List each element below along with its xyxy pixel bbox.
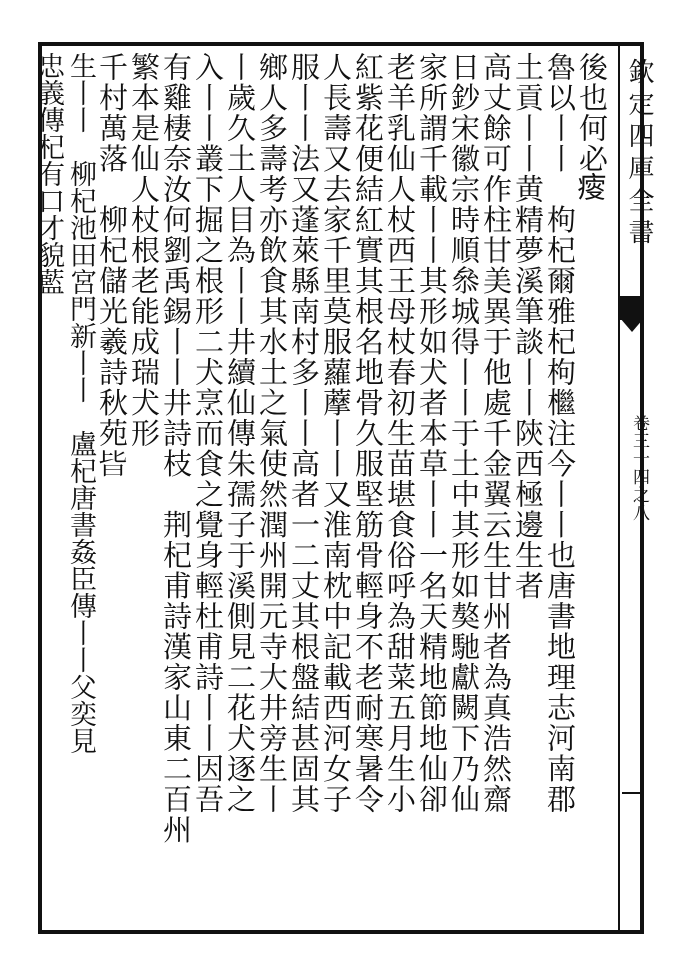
text-column: 千村萬落 柳杞儲光羲詩秋苑𣅜 [95,52,129,479]
fishtail-mark [620,296,644,320]
fishtail-notch [620,318,644,332]
text-column: 入丨丨叢下掘之根形二犬烹而食之覺身輕杜甫詩丨丨因吾 [191,52,225,815]
text-column: 紅紫花便結紅實其根名地骨久服堅筋骨輕身不老耐寒暑令 [351,52,385,815]
text-column: 生丨丨 柳杞池田宮門新丨丨 盧杞唐書姦臣傳丨丨父奕見 [65,52,96,754]
margin-divider [618,46,620,930]
fold-mark [622,792,642,794]
text-column: 後也何必𤸃 [575,52,609,205]
text-column: 有雞棲奈汝何劉禹錫丨丨井詩枝 荆杞甫詩漢家山東二百州 [159,52,193,845]
text-column: 家所謂千載丨丨其形如犬者本草丨丨一名天精地節地仙卻 [415,52,449,815]
text-column: 人長壽又去家千里莫服蘿藦丨丨又淮南枕中記載西河女子 [319,52,353,815]
text-column: 鄉人多壽考亦飲食其水土之氣使然潤州開元寺大井旁生丨 [255,52,289,815]
text-column: 日鈔宋徽宗時順叅城得丨丨于土中其形如獒馳獻闕下乃仙 [447,52,481,815]
text-column: 忠義傳杞有口才貌藍 [33,52,64,295]
book-title: 欽定四庫全書 [624,58,654,250]
text-column: 服丨丨法又蓬萊縣南村多丨丨高者一二丈其根盤結甚固其 [287,52,321,815]
text-column: 魯以丨丨 枸杞爾雅杞枸檵注今丨丨也唐書地理志河南郡 [543,52,577,815]
text-column: 土貢丨丨黄精夢溪筆談丨丨陝西極邊生者 [511,52,545,601]
volume-label: 卷三十四之八 [629,414,649,522]
text-column: 繁本是仙人杖根老能成瑞犬形 [127,52,161,449]
text-body [33,52,616,924]
text-column: 老羊乳仙人杖西王母杖春初生苗堪食俗呼為甜菜五月生小 [383,52,417,815]
text-column: 高丈餘可作柱甘美異于他處千金翼云生甘州者為真浩然齋 [479,52,513,815]
text-column: 丨歲久土人目為丨丨井續仙傳朱孺子于溪側見二花犬逐之 [223,52,257,815]
